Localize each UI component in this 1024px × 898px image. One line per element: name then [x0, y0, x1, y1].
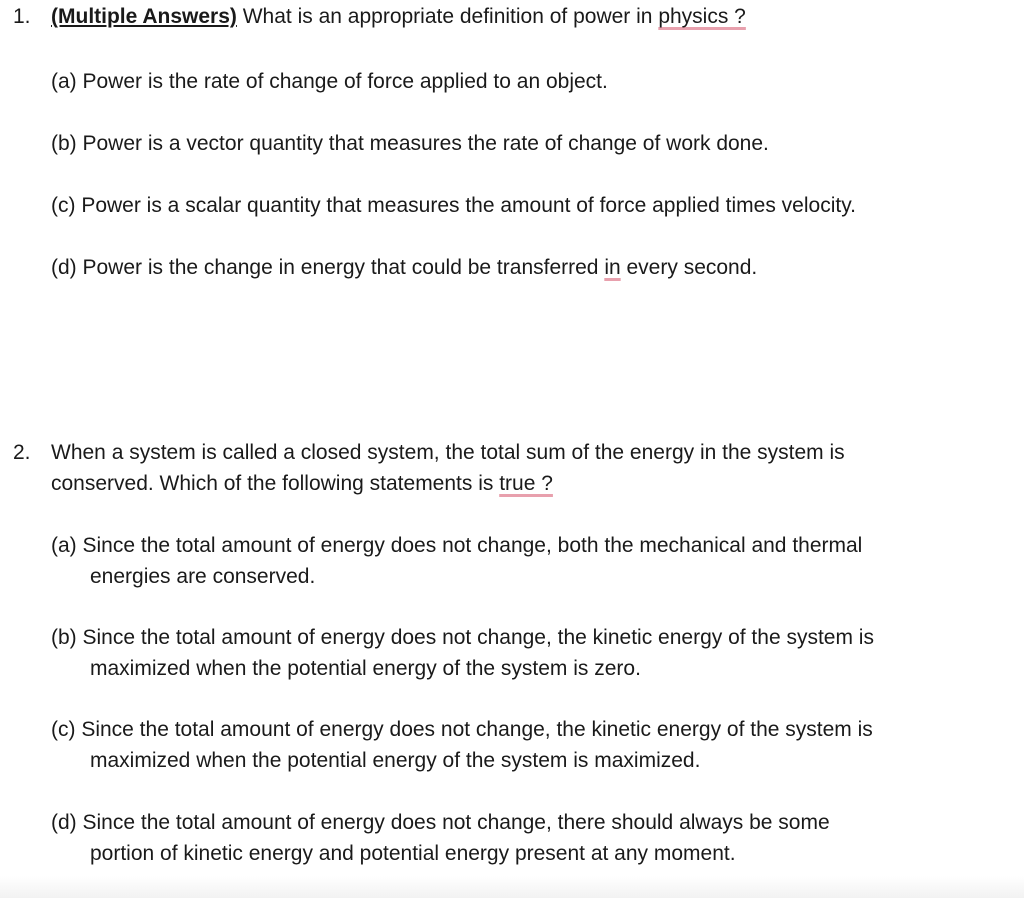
question-2-option-a: (a) Since the total amount of energy does not change, both the mechanical and thermal — [51, 534, 863, 557]
question-1-text: What is an appropriate definition of power in — [236, 5, 659, 28]
question-1-option-d-tail: every second. — [620, 256, 758, 279]
question-1-option-b: (b) Power is a vector quantity that measures the rate of change of work done. — [51, 132, 769, 155]
question-1-number: 1. — [13, 5, 31, 28]
question-1-option-c: (c) Power is a scalar quantity that measures the amount of force applied times velocity. — [51, 194, 856, 217]
question-2-number: 2. — [13, 441, 31, 464]
question-2-text-spellmark: true ? — [499, 472, 553, 495]
question-2-option-a-cont: energies are conserved. — [90, 565, 316, 588]
question-1-tag: (Multiple Answers) — [51, 5, 237, 28]
question-2-prompt-line-1: When a system is called a closed system, the total sum of the energy in the system is — [51, 441, 845, 464]
page-bottom-edge — [0, 876, 1024, 898]
question-1-option-d-text: (d) Power is the change in energy that could be transferred — [51, 256, 605, 279]
question-1-option-d — [51, 256, 757, 280]
question-2-option-b: (b) Since the total amount of energy does not change, the kinetic energy of the system is — [51, 626, 874, 649]
question-2-option-d: (d) Since the total amount of energy does not change, there should always be some — [51, 811, 830, 834]
question-2-text: conserved. Which of the following statements is — [51, 472, 500, 495]
question-2-option-d-cont: portion of kinetic energy and potential energy present at any moment. — [90, 842, 736, 865]
question-1-option-a: (a) Power is the rate of change of force applied to an object. — [51, 70, 608, 93]
question-2-prompt-line-2 — [51, 472, 553, 496]
question-1-prompt — [51, 5, 746, 29]
question-1-option-d-spellmark: in — [604, 256, 621, 279]
question-2-option-c-cont: maximized when the potential energy of the system is maximized. — [90, 749, 701, 772]
question-2-option-b-cont: maximized when the potential energy of the system is zero. — [90, 657, 641, 680]
question-2-option-c: (c) Since the total amount of energy does not change, the kinetic energy of the system is — [51, 718, 873, 741]
question-1-text-spellmark: physics ? — [658, 5, 746, 28]
